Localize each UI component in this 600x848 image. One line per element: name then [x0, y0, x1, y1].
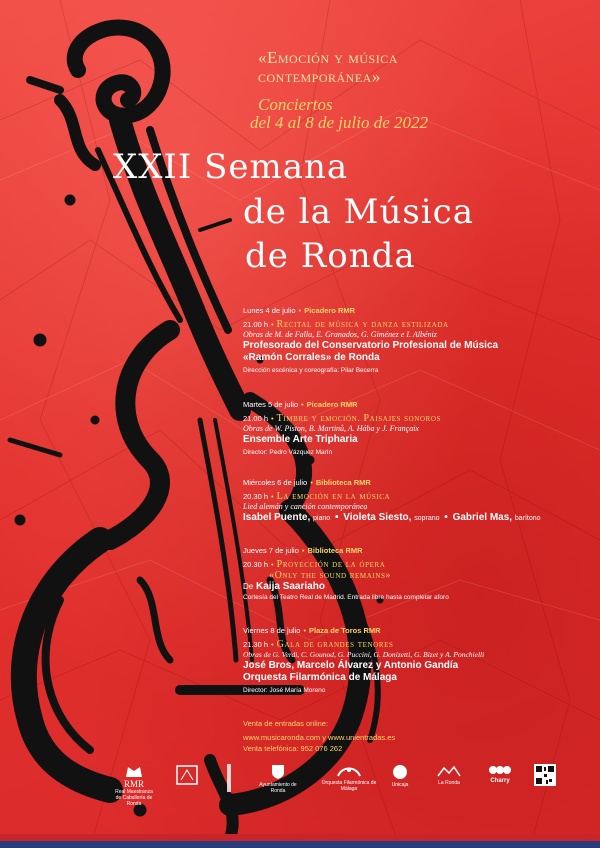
- event-performer: «Ramón Corrales» de Ronda: [243, 352, 380, 363]
- bottom-band-blue: [0, 841, 600, 848]
- event-program: Obras de W. Piston, B. Martinů, A. Hába y J. Françaix: [243, 424, 419, 433]
- event-day-label: Jueves 7 de julio: [243, 546, 299, 555]
- dates-line-1: Conciertos: [258, 95, 333, 114]
- logo-text: RMR: [123, 779, 144, 789]
- qr-code-icon: [534, 764, 556, 786]
- qr-code[interactable]: [534, 764, 556, 788]
- emblem-icon: [175, 764, 199, 786]
- event-time: 21.00 h: [243, 320, 269, 329]
- event-day-label: Lunes 4 de julio: [243, 306, 296, 315]
- event-title: Timbre y emoción. Paisajes sonoros: [276, 413, 442, 424]
- event-program: Obras de G. Verdi, C. Gounod, G. Puccini, G. Donizetti, G. Bizet y A. Ponchielli: [243, 650, 485, 659]
- event-performer: José Bros, Marcelo Álvarez y Antonio Gandía: [243, 660, 459, 671]
- concert-dates: [250, 96, 580, 132]
- logo-caption: La Ronda: [438, 780, 460, 786]
- performer-role: barítono: [514, 515, 541, 522]
- event-time: 21.30 h: [243, 640, 269, 649]
- event-composer-row: [243, 581, 583, 593]
- event-performer: Ensemble Arte Tripharia: [243, 434, 358, 445]
- event-day: [243, 306, 583, 316]
- shield-icon: [271, 764, 285, 780]
- event-performer: Orquesta Filarmónica de Málaga: [243, 672, 397, 683]
- event-time: 20.30 h: [243, 492, 269, 501]
- unicaja-logo: [388, 764, 412, 788]
- festival-title-line-1: XXII Semana: [113, 147, 349, 187]
- event-title-row: [243, 560, 583, 570]
- ofm-logo: [318, 764, 380, 792]
- tagline-line-2: contemporánea»: [258, 67, 381, 86]
- event-2: [243, 400, 583, 458]
- performer-name: Gabriel Mas: [452, 512, 510, 523]
- separator-dot: •: [301, 400, 304, 409]
- event-venue: Plaza de Toros RMR: [309, 626, 381, 635]
- tagline-line-1: «Emoción y música: [258, 48, 398, 67]
- event-title: La emoción en la música: [276, 491, 391, 502]
- separator-dot: •: [271, 560, 274, 569]
- event-program: Lied alemán y canción contemporánea: [243, 502, 368, 511]
- festival-title-line-3: de Ronda: [245, 236, 416, 276]
- event-day-label: Viernes 8 de julio: [243, 626, 301, 635]
- performer-role: piano: [313, 515, 331, 522]
- separator-dot: •: [301, 546, 305, 555]
- sales-websites[interactable]: www.musicaronda.com y www.unientradas.es: [243, 733, 396, 742]
- separator-dot: •: [271, 492, 274, 501]
- separator-dot: •: [271, 320, 274, 329]
- event-title-row: [243, 640, 583, 650]
- event-day: [243, 478, 583, 488]
- charry-logo: [486, 764, 514, 784]
- separator-dot: •: [444, 512, 448, 523]
- event-venue: Picadero RMR: [304, 306, 356, 315]
- separator-dot: •: [310, 478, 313, 487]
- la-ronda-icon: [436, 764, 462, 778]
- sponsor-logos: [0, 764, 600, 808]
- event-4: [243, 546, 583, 603]
- event-time: 20.30 h: [243, 560, 269, 569]
- event-title: Proyección de la ópera: [276, 559, 386, 570]
- logo-caption: Orquesta Filarmónica de Málaga: [321, 780, 377, 792]
- dates-line-2: del 4 al 8 de julio de 2022: [250, 113, 429, 132]
- logo-caption: Charry: [490, 778, 510, 784]
- festival-title-line-2: de la Música: [243, 192, 474, 232]
- unicaja-icon: [391, 764, 409, 780]
- event-title-row: [243, 492, 583, 502]
- event-title: Recital de música y danza estilizada: [276, 319, 449, 330]
- separator-dot: •: [298, 306, 302, 315]
- separator-dot: •: [271, 640, 274, 649]
- orchestra-icon: [336, 764, 362, 778]
- separator-dot: •: [334, 512, 339, 523]
- la-ronda-logo: [432, 764, 466, 786]
- event-title: Gala de grandes tenores: [276, 639, 394, 650]
- event-title-row: [243, 414, 583, 424]
- performer-role: soprano: [414, 515, 440, 522]
- charry-icon: [488, 764, 512, 776]
- event-venue: Biblioteca RMR: [307, 546, 363, 555]
- vertical-mark-icon: [226, 764, 232, 792]
- event-director: Dirección escénica y coreografía: Pilar Becerra: [243, 367, 379, 374]
- event-5: [243, 626, 583, 696]
- event-performer: Profesorado del Conservatorio Profesional de Música: [243, 340, 499, 351]
- rmr-logo: [112, 764, 156, 807]
- event-day: [243, 546, 583, 556]
- logo-3: [224, 764, 234, 794]
- separator-dot: •: [303, 626, 307, 635]
- logo-caption: Ayuntamiento de Ronda: [259, 782, 297, 794]
- crest-icon: [124, 764, 144, 778]
- logo-caption: Unicaja: [391, 782, 409, 788]
- performer-name: Isabel Puente: [243, 512, 308, 523]
- event-day: [243, 400, 583, 410]
- separator-dot: •: [271, 414, 274, 423]
- event-performers: Isabel Puente, piano • Violeta Siesto, soprano • Gabriel Mas, barítono: [243, 512, 541, 523]
- logo-2: [172, 764, 202, 788]
- ticket-sales: [243, 718, 395, 754]
- event-director: Director: José María Moreno: [243, 687, 326, 694]
- performer-name: Violeta Siesto: [343, 512, 409, 523]
- logo-caption: Real Maestranza de Caballería de Ronda: [115, 789, 153, 807]
- event-director: Director: Pedro Vázquez Marín: [243, 449, 333, 456]
- event-composer: Kaija Saariaho: [256, 581, 325, 592]
- event-time: 21.00 h: [243, 414, 269, 423]
- event-day: [243, 626, 583, 636]
- event-note: Cortesía del Teatro Real de Madrid. Entrada libre hasta completar aforo: [243, 594, 449, 601]
- event-venue: Picadero RMR: [306, 400, 358, 409]
- composer-prefix: De: [243, 582, 254, 591]
- event-1: [243, 306, 583, 376]
- event-subtitle: «Only the sound remains»: [269, 570, 392, 581]
- event-title-row: [243, 320, 583, 330]
- tagline: [258, 48, 588, 86]
- sales-heading: Venta de entradas online:: [243, 719, 329, 728]
- ayuntamiento-ronda-logo: [258, 764, 298, 794]
- event-program: Obras de M. de Falla, E. Granados, G. Giménez e I. Albéniz: [243, 330, 437, 339]
- event-3: [243, 478, 583, 525]
- event-day-label: Miércoles 6 de julio: [243, 478, 308, 487]
- sales-phone: Venta telefónica: 952 076 262: [243, 744, 343, 753]
- event-day-label: Martes 5 de julio: [243, 400, 299, 409]
- event-venue: Biblioteca RMR: [315, 478, 371, 487]
